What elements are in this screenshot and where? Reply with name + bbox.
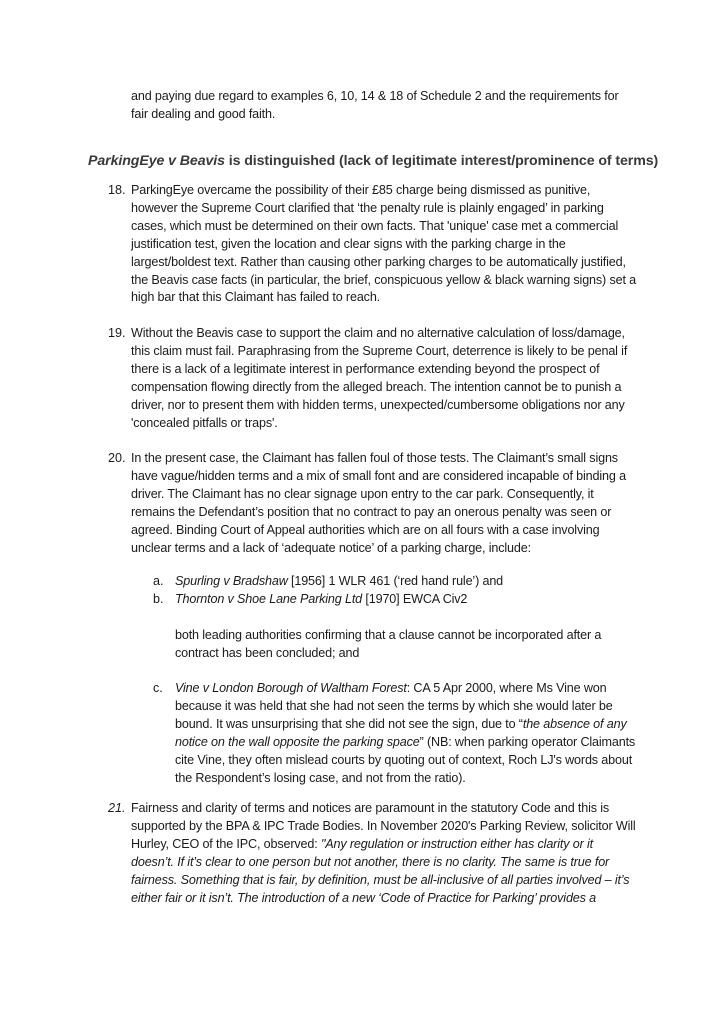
paragraph-number: 18.: [108, 183, 126, 197]
sub-item-label: c.: [153, 681, 163, 695]
citation: [1956] 1 WLR 461 (‘red hand rule’) and: [287, 574, 504, 588]
sub-item-label: b.: [153, 592, 164, 606]
paragraph-21: [131, 800, 639, 907]
paragraph-18: ParkingEye overcame the possibility of their £85 charge being dismissed as punitive, however the Supreme Court clarified that ‘the penalty rule is plainly engaged’ in parking cases, which must be determined on their own facts. That 'unique' case met a commercial justification test, given the location and clear signs with the parking charge in the largest/boldest text. Rather than causing other parking charges to be automatically justified, the Beavis case facts (in particular, the brief, conspicuous yellow & black warning signs) set a high bar that this Claimant has failed to reach.: [131, 183, 636, 305]
sub-item-a: [175, 573, 637, 591]
case-name: Thornton v Shoe Lane Parking Ltd: [175, 592, 363, 606]
continuation-paragraph: and paying due regard to examples 6, 10, 14 & 18 of Schedule 2 and the requirements for fair dealing and good faith.: [131, 89, 619, 121]
paragraph-19: Without the Beavis case to support the claim and no alternative calculation of loss/damage, this claim must fail. Paraphrasing from the Supreme Court, deterrence is likely to be penal if there is a lack of a legitimate interest in performance extending beyond the prospect of compensation flowing directly from the alleged breach. The intention cannot be to punish a driver, nor to present them with hidden terms, unexpected/cumbersome obligations nor any 'concealed pitfalls or traps'.: [131, 326, 628, 430]
sub-item-c-text-2: ” (NB: when parking operator Claimants cite Vine, they often mislead courts by quoting out of context, Roch LJ's words about the Respondent’s losing case, and not from the ratio).: [175, 734, 636, 785]
paragraph-20: In the present case, the Claimant has fallen foul of those tests. The Claimant’s small signs have vague/hidden terms and a mix of small font and are considered incapable of binding a driver. The Claimant has no clear signage upon entry to the car park. Consequently, it remains the Defendant’s position that no contract to pay an onerous penalty was seen or agreed. Binding Court of Appeal authorities which are on all fours with a case involving unclear terms and a lack of ‘adequate notice’ of a parking charge, include:: [131, 451, 626, 555]
sub-item-label: a.: [153, 574, 164, 588]
paragraph-number: 20.: [108, 451, 126, 465]
case-name: Vine v London Borough of Waltham Forest: [175, 681, 407, 695]
paragraph-number: 19.: [108, 326, 126, 340]
quote: "Any regulation or instruction either has clarity or it doesn’t. If it’s clear to one person but not another, there is no clarity. The same is true for fairness. Something that is fair, by definition, must be all-inclusive of all parties involved – it’s either fair or it isn’t. The introduction of a new ‘Code of Practice for Parking’ provides a: [131, 836, 630, 905]
sub-item-c: [175, 680, 637, 787]
sub-item-c-text: : CA 5 Apr 2000, where Ms Vine won because it was held that she had not seen the terms by which she would later be bound. It was unsurprising that she did not see the sign, due to “: [175, 681, 613, 731]
quote: the absence of any notice on the wall opposite the parking space: [175, 716, 627, 749]
heading-case-name: ParkingEye v Beavis: [88, 153, 225, 169]
citation: [1970] EWCA Civ2: [362, 592, 468, 606]
heading-rest: is distinguished (lack of legitimate interest/prominence of terms): [224, 153, 659, 169]
paragraph-21-text: Fairness and clarity of terms and notices are paramount in the statutory Code and this is supported by the BPA & IPC Trade Bodies. In November 2020's Parking Review, solicitor Will Hurley, CEO of the IPC, observed:: [131, 801, 636, 851]
sub-item-b: [175, 591, 637, 609]
paragraph-number: 21.: [108, 801, 126, 815]
between-text: both leading authorities confirming that a clause cannot be incorporated after a contract has been concluded; and: [175, 628, 602, 660]
section-heading: [88, 153, 658, 169]
case-name: Spurling v Bradshaw: [175, 574, 288, 588]
